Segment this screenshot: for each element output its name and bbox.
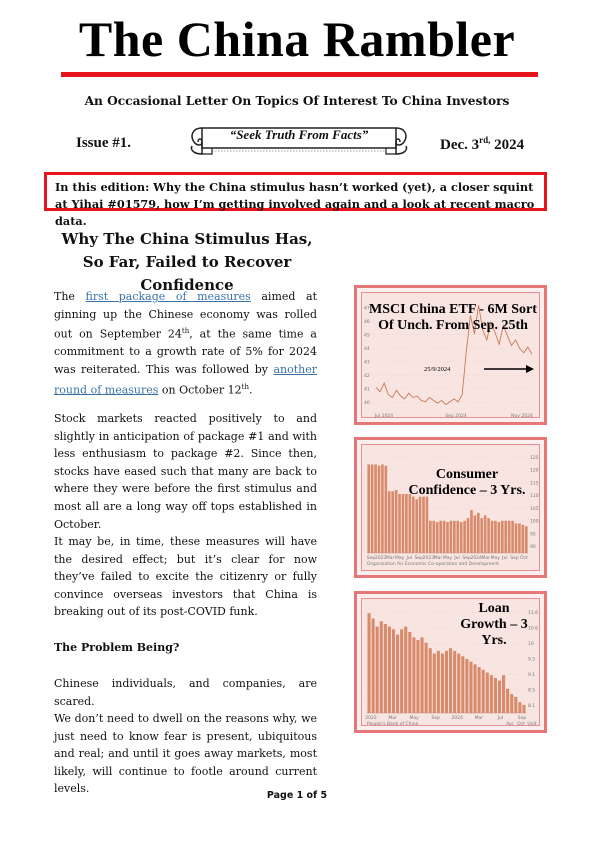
- chart-loan-bar: [376, 627, 379, 713]
- chart-loan-bar: [510, 694, 513, 713]
- chart-loan-bar: [486, 673, 489, 714]
- chart-consumer-confidence: [354, 437, 547, 578]
- first-package-link[interactable]: first package of measures: [85, 290, 251, 303]
- chart-loan-bar: [420, 637, 423, 713]
- chart-cc-bar: [429, 521, 432, 553]
- chart-msci-y-tick: 44: [364, 346, 370, 352]
- chart-loan-y-tick: 8.1: [528, 703, 536, 709]
- chart-msci-y-tick: 45: [364, 333, 370, 339]
- chart-loan-footer-label: Oct: [517, 722, 525, 727]
- chart-msci-title: MSCI China ETF - 6M Sort Of Unch. From Sep. 25th: [369, 302, 537, 333]
- paragraph-3: It may be, in time, these measures will have the desired effect; but it’s clear for now they’ve failed to excite the citizenry or fully convince overseas investors that China is breaking out of its post-COVID funk.: [54, 535, 317, 619]
- chart-loan-y-tick: 9.5: [528, 657, 536, 663]
- chart-cc-bar: [511, 521, 514, 553]
- chart-cc-bar: [453, 521, 456, 553]
- chart-loan-bar: [441, 654, 444, 713]
- p1-sup-1: th: [181, 327, 190, 336]
- chart-loan-bar: [412, 637, 415, 713]
- chart-loan-x-tick: Mar: [474, 716, 484, 721]
- chart-cc-bar: [460, 522, 463, 553]
- chart-msci-arrow-head-icon: [526, 365, 534, 373]
- chart-cc-bar: [391, 491, 394, 553]
- p1-sup-2: th: [241, 382, 249, 391]
- chart-cc-x-tick: May: [490, 556, 500, 561]
- chart-loan-bar: [465, 659, 468, 713]
- chart-cc-bar: [498, 522, 501, 553]
- chart-msci-x-tick: Jul 2024: [374, 414, 394, 419]
- chart-cc-bar: [395, 490, 398, 553]
- chart-cc-y-tick: 110: [530, 494, 539, 500]
- chart-msci-y-tick: 41: [364, 387, 370, 393]
- p1-text-a: The: [54, 290, 86, 303]
- paragraph-4: Chinese individuals, and companies, are scared.: [54, 677, 317, 708]
- chart-loan-bar: [478, 667, 481, 713]
- chart-loan-bar: [388, 627, 391, 713]
- chart-loan-x-tick: Jul: [497, 716, 504, 721]
- another-round-link[interactable]: another round of measures: [54, 363, 317, 397]
- chart-loan-bar: [445, 651, 448, 713]
- chart-cc-bar: [491, 521, 494, 553]
- chart-cc-bar: [501, 521, 504, 553]
- chart-cc-bar: [484, 515, 487, 553]
- article-headline: Why The China Stimulus Has, So Far, Failed to Recover Confidence: [61, 230, 313, 294]
- chart-cc-x-tick: Sep: [414, 556, 424, 561]
- masthead-title: The China Rambler: [78, 11, 516, 67]
- chart-cc-bar: [371, 464, 374, 553]
- chart-cc-bar: [508, 521, 511, 553]
- chart-cc-x-tick: 2023: [422, 556, 435, 561]
- chart-cc-x-tick: Sep: [510, 556, 519, 561]
- chart-loan-bar: [396, 635, 399, 713]
- p1-text-d: on October 12: [158, 383, 242, 397]
- chart-cc-bar: [487, 518, 490, 553]
- chart-loan-x-tick: Sep: [431, 716, 440, 721]
- chart-loan-bar: [392, 629, 395, 713]
- chart-cc-bar: [385, 466, 388, 553]
- chart-loan-x-tick: 2024: [451, 716, 464, 721]
- chart-loan-y-tick: 10.6: [528, 626, 539, 632]
- chart-cc-x-tick: May: [442, 556, 453, 561]
- chart-loan-bar: [404, 627, 407, 713]
- chart-cc-y-tick: 120: [530, 468, 539, 474]
- chart-cc-bar: [412, 497, 415, 553]
- chart-loan-x-tick: 2022: [365, 716, 377, 721]
- chart-loan-bar: [498, 681, 501, 713]
- chart-loan-bar: [518, 702, 521, 713]
- chart-cc-y-tick: 100: [530, 519, 539, 525]
- chart-cc-plot-area: [361, 444, 540, 571]
- chart-loan-bar: [506, 689, 509, 713]
- chart-cc-bar: [477, 513, 480, 553]
- chart-cc-x-tick: 2022: [374, 556, 387, 561]
- p1-text-c: , at the same time a commitment to a growth rate of 5% for 2024 was reiterated. This was followed by: [54, 327, 317, 377]
- chart-loan-bar: [416, 640, 419, 713]
- page-number: Page 1 of 5: [266, 790, 328, 801]
- chart-cc-bar: [402, 494, 405, 553]
- p1-text-b: aimed at ginning up the Chinese economy was rolled out on September 24: [54, 290, 317, 341]
- chart-loan-y-tick: 9.1: [528, 672, 536, 678]
- chart-cc-bar: [494, 521, 497, 553]
- chart-loan-bar: [384, 624, 387, 713]
- chart-loan-footer-label: Apr: [506, 722, 514, 727]
- chart-cc-bar: [474, 515, 477, 553]
- chart-cc-bar: [381, 464, 384, 553]
- chart-msci-y-tick: 42: [364, 373, 370, 379]
- chart-cc-bar: [398, 494, 401, 553]
- chart-loan-bar: [453, 651, 456, 713]
- chart-cc-bar: [456, 521, 459, 553]
- chart-cc-bar: [426, 497, 429, 553]
- chart-cc-bar: [409, 494, 412, 553]
- chart-cc-bar: [419, 497, 422, 553]
- chart-cc-bar: [504, 521, 507, 553]
- chart-loan-bar: [408, 632, 411, 713]
- chart-loan-bar: [473, 664, 476, 713]
- chart-msci-y-tick: 46: [364, 319, 370, 325]
- edition-summary: In this edition: Why the China stimulus hasn’t worked (yet), a closer squint at Yihai #01579, how I’m getting involved again and a look at recent macro data.: [44, 172, 547, 211]
- chart-loan-bar: [514, 697, 517, 713]
- chart-cc-bar: [378, 466, 381, 553]
- chart-loan-bar: [522, 705, 525, 713]
- chart-msci-annotation: 25/9/2024: [424, 366, 451, 373]
- chart-loan-x-tick: Sep: [517, 716, 527, 721]
- chart-cc-x-tick: Mar: [385, 556, 395, 561]
- subheading: The Problem Being?: [54, 641, 180, 654]
- chart-cc-bar: [422, 497, 425, 553]
- chart-loan-plot-area: [361, 598, 540, 726]
- chart-cc-x-tick: Jul: [406, 556, 412, 561]
- motto: “Seek Truth From Facts”: [229, 127, 369, 142]
- chart-loan-x-tick: May: [409, 716, 419, 721]
- chart-loan-bar: [469, 662, 472, 713]
- chart-loan-bar: [367, 613, 370, 713]
- chart-cc-x-tick: Sep: [462, 556, 471, 561]
- chart-cc-bar: [405, 494, 408, 553]
- chart-loan-bar: [400, 629, 403, 713]
- paragraph-2: Stock markets reacted positively to and slightly in anticipation of package #1 and with less enthusiasm to package #2. Since then, stocks have eased such that many are back to where they were before the first stimulus and most all are a long way off tops established in October.: [54, 412, 317, 531]
- chart-loan-bar: [433, 654, 436, 713]
- chart-loan-y-tick: 11.6: [528, 611, 539, 617]
- chart-loan-y-tick: 8.5: [528, 688, 536, 694]
- chart-cc-svg: [362, 445, 541, 572]
- chart-cc-bar: [525, 526, 528, 553]
- chart-cc-bar: [450, 521, 453, 553]
- chart-loan-source: People's Bank of China: [367, 722, 419, 727]
- chart-cc-source: Organization for Economic Co-operation and Development: [367, 562, 499, 567]
- chart-cc-bar: [439, 521, 442, 553]
- chart-cc-x-tick: May: [395, 556, 405, 561]
- paragraph-1: [54, 288, 317, 399]
- chart-cc-title: Consumer Confidence – 3 Yrs.: [408, 467, 526, 498]
- chart-loan-footer-label: Unit: [527, 722, 537, 727]
- date-main: Dec. 3: [440, 137, 480, 153]
- chart-loan-bar: [494, 678, 497, 713]
- chart-cc-bar: [436, 522, 439, 553]
- chart-cc-bar: [515, 523, 518, 553]
- chart-cc-y-tick: 115: [530, 481, 539, 487]
- chart-msci-y-tick: 47: [364, 306, 370, 312]
- chart-loan-bar: [457, 654, 460, 713]
- chart-msci-plot-area: [361, 292, 540, 418]
- chart-cc-bar: [470, 510, 473, 553]
- chart-cc-x-tick: Mar: [433, 556, 443, 561]
- chart-loan-bar: [437, 651, 440, 713]
- chart-cc-y-tick: 90: [530, 545, 536, 551]
- chart-cc-bar: [446, 522, 449, 553]
- date-suffix: rd,: [479, 135, 491, 145]
- chart-cc-x-tick: Oct: [520, 556, 528, 561]
- chart-loan-bar: [482, 670, 485, 713]
- issue-number: Issue #1.: [76, 135, 132, 151]
- chart-loan-bar: [449, 648, 452, 713]
- chart-cc-bar: [522, 525, 525, 553]
- chart-cc-x-tick: 2024: [470, 556, 482, 561]
- chart-cc-bar: [463, 521, 466, 553]
- p1-text-e: .: [248, 383, 253, 397]
- chart-loan-y-tick: 10: [528, 642, 534, 648]
- chart-msci-y-tick: 40: [364, 400, 370, 406]
- chart-msci-x-tick: Sep 2024: [445, 414, 467, 419]
- chart-loan-bar: [429, 648, 432, 713]
- chart-loan-bar: [490, 675, 493, 713]
- chart-cc-bar: [415, 499, 418, 553]
- chart-cc-y-tick: 95: [530, 532, 536, 538]
- issue-date: [440, 135, 524, 154]
- chart-cc-bar: [480, 518, 483, 553]
- chart-cc-bar: [388, 491, 391, 553]
- chart-loan-bar: [502, 675, 505, 713]
- chart-cc-bar: [367, 464, 370, 553]
- chart-cc-bar: [433, 521, 436, 553]
- chart-msci-y-tick: 43: [364, 360, 370, 366]
- chart-cc-bar: [467, 518, 470, 553]
- chart-loan-bar: [380, 621, 383, 713]
- chart-cc-x-tick: Sep: [366, 556, 376, 561]
- chart-loan-title: Loan Growth – 3 Yrs.: [460, 601, 528, 648]
- masthead-underline: [61, 72, 538, 77]
- date-year: 2024: [490, 137, 525, 153]
- chart-loan-bar: [425, 643, 428, 713]
- chart-loan-bar: [372, 619, 375, 714]
- tagline: An Occasional Letter On Topics Of Interest To China Investors: [84, 94, 510, 108]
- chart-msci-x-tick: Nov 2024: [511, 414, 533, 419]
- chart-msci-etf: [354, 285, 547, 425]
- chart-loan-growth: [354, 591, 547, 733]
- chart-loan-x-tick: Mar: [388, 716, 397, 721]
- chart-cc-bar: [518, 523, 521, 553]
- chart-loan-bar: [461, 656, 464, 713]
- chart-cc-bar: [443, 521, 446, 553]
- chart-cc-bar: [374, 464, 377, 553]
- chart-cc-x-tick: Mar: [481, 556, 490, 561]
- paragraph-5: We don’t need to dwell on the reasons why, we just need to know fear is present, ubiquitous and real; and until it goes away markets, most likely, will continue to footle around current levels.: [54, 712, 317, 796]
- chart-cc-y-tick: 125: [530, 455, 539, 461]
- chart-cc-x-tick: Jul: [454, 556, 460, 561]
- chart-cc-y-tick: 105: [530, 506, 539, 512]
- chart-cc-x-tick: Jul: [502, 556, 508, 561]
